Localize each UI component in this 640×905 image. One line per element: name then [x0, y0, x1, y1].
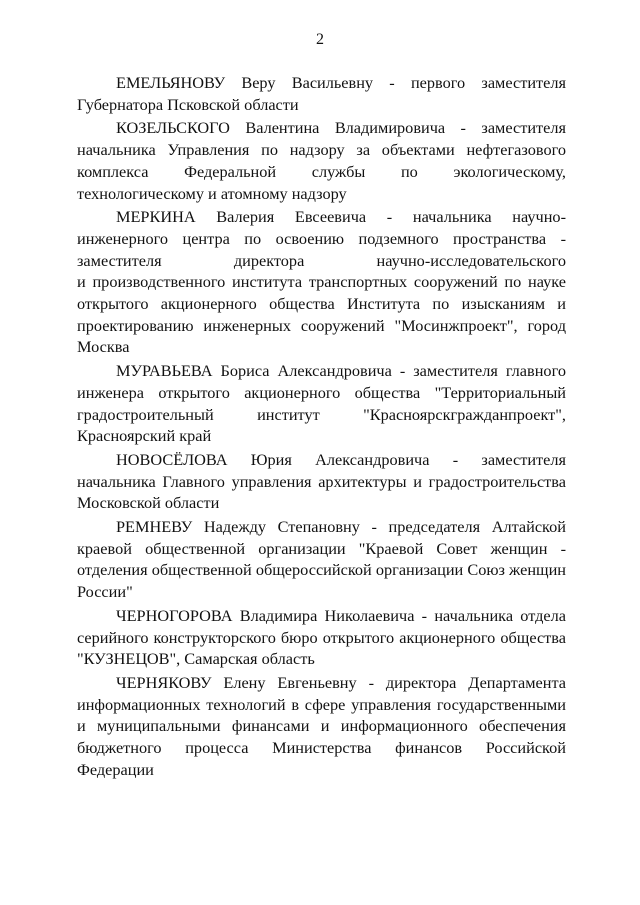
award-entry	[77, 449, 566, 514]
entry-line-text: России"	[77, 582, 133, 602]
entry-line-text: НОВОСЁЛОВА Юрия Александровича - заместителя	[116, 449, 566, 469]
entry-line-text: бюджетного процесса Министерства финансов Российской	[77, 738, 566, 758]
entry-line	[77, 559, 566, 581]
entry-line-text: МЕРКИНА Валерия Евсеевича - начальника научно-	[116, 207, 566, 227]
entry-first-line	[77, 516, 566, 538]
entry-line	[77, 627, 566, 649]
entry-line-text: инженера открытого акционерного общества "Территориальный	[77, 382, 566, 402]
entry-line	[77, 183, 566, 205]
entry-first-line	[77, 605, 566, 627]
entry-line	[77, 759, 566, 781]
award-entry	[77, 360, 566, 447]
entry-line-text: РЕМНЕВУ Надежду Степановну - председателя Алтайской	[116, 517, 566, 537]
entry-line-text: и муниципальными финансами и информационного обеспечения	[77, 716, 566, 736]
entry-line	[77, 404, 566, 426]
award-entry	[77, 672, 566, 781]
entry-line-text: Федерации	[77, 759, 154, 779]
entry-line	[77, 228, 566, 250]
entry-line-text: "КУЗНЕЦОВ", Самарская область	[77, 649, 315, 669]
entry-line	[77, 271, 566, 293]
award-entry	[77, 605, 566, 670]
entry-line-text: технологическому и атомному надзору	[77, 183, 347, 203]
entry-line-text: краевой общественной организации "Краевой Совет женщин -	[77, 538, 566, 558]
entry-line	[77, 161, 566, 183]
entry-line-text: Москва	[77, 337, 130, 357]
entry-line-text: комплекса Федеральной службы по экологическому,	[77, 161, 566, 181]
award-entry	[77, 516, 566, 603]
entry-line	[77, 694, 566, 716]
entry-line-text: ЧЕРНЯКОВУ Елену Евгеньевну - директора Департамента	[116, 672, 566, 692]
entry-line	[77, 336, 566, 358]
entry-line-text: КОЗЕЛЬСКОГО Валентина Владимировича - заместителя	[116, 118, 566, 138]
entry-line	[77, 715, 566, 737]
entry-line-text: инженерного центра по освоению подземного пространства -	[77, 228, 566, 248]
entry-line-text: открытого акционерного общества Института по изысканиям и	[77, 294, 566, 314]
entry-line	[77, 139, 566, 161]
entry-line-text: отделения общественной общероссийской организации Союз женщин	[77, 560, 566, 580]
entry-line-text: начальника Главного управления архитектуры и градостроительства	[77, 471, 566, 491]
entry-line	[77, 382, 566, 404]
entry-line-text: МУРАВЬЕВА Бориса Александровича - заместителя главного	[116, 361, 566, 381]
entry-first-line	[77, 72, 566, 94]
entry-line-text: начальника Управления по надзору за объектами нефтегазового	[77, 140, 566, 160]
entry-line	[77, 581, 566, 603]
entry-line-text: Красноярский край	[77, 426, 212, 446]
entry-line-text: градостроительный институт "Красноярскгражданпроект",	[77, 404, 566, 424]
entry-line	[77, 425, 566, 447]
entry-line-text: заместителя директора научно-исследовательского	[77, 250, 566, 270]
entry-first-line	[77, 206, 566, 228]
entry-line	[77, 471, 566, 493]
entry-line	[77, 648, 566, 670]
award-list	[77, 72, 566, 783]
entry-line	[77, 94, 566, 116]
entry-line-text: ЧЕРНОГОРОВА Владимира Николаевича - начальника отдела	[116, 605, 566, 625]
entry-first-line	[77, 117, 566, 139]
entry-line	[77, 492, 566, 514]
entry-first-line	[77, 449, 566, 471]
entry-line	[77, 315, 566, 337]
entry-line-text: Губернатора Псковской области	[77, 94, 299, 114]
entry-line-text: серийного конструкторского бюро открытого акционерного общества	[77, 627, 566, 647]
entry-line-text: Московской области	[77, 493, 220, 513]
entry-line	[77, 250, 566, 272]
entry-line-text: проектированию инженерных сооружений "Мосинжпроект", город	[77, 315, 566, 335]
award-entry	[77, 206, 566, 358]
entry-line	[77, 538, 566, 560]
entry-line	[77, 737, 566, 759]
entry-line	[77, 293, 566, 315]
entry-line-text: ЕМЕЛЬЯНОВУ Веру Васильевну - первого заместителя	[116, 73, 566, 92]
entry-first-line	[77, 360, 566, 382]
award-entry	[77, 72, 566, 115]
entry-first-line	[77, 672, 566, 694]
entry-line-text: информационных технологий в сфере управления государственными	[77, 694, 566, 714]
entry-line-text: и производственного института транспортных сооружений по науке	[77, 272, 566, 292]
page-number: 2	[316, 31, 324, 48]
award-entry	[77, 117, 566, 204]
